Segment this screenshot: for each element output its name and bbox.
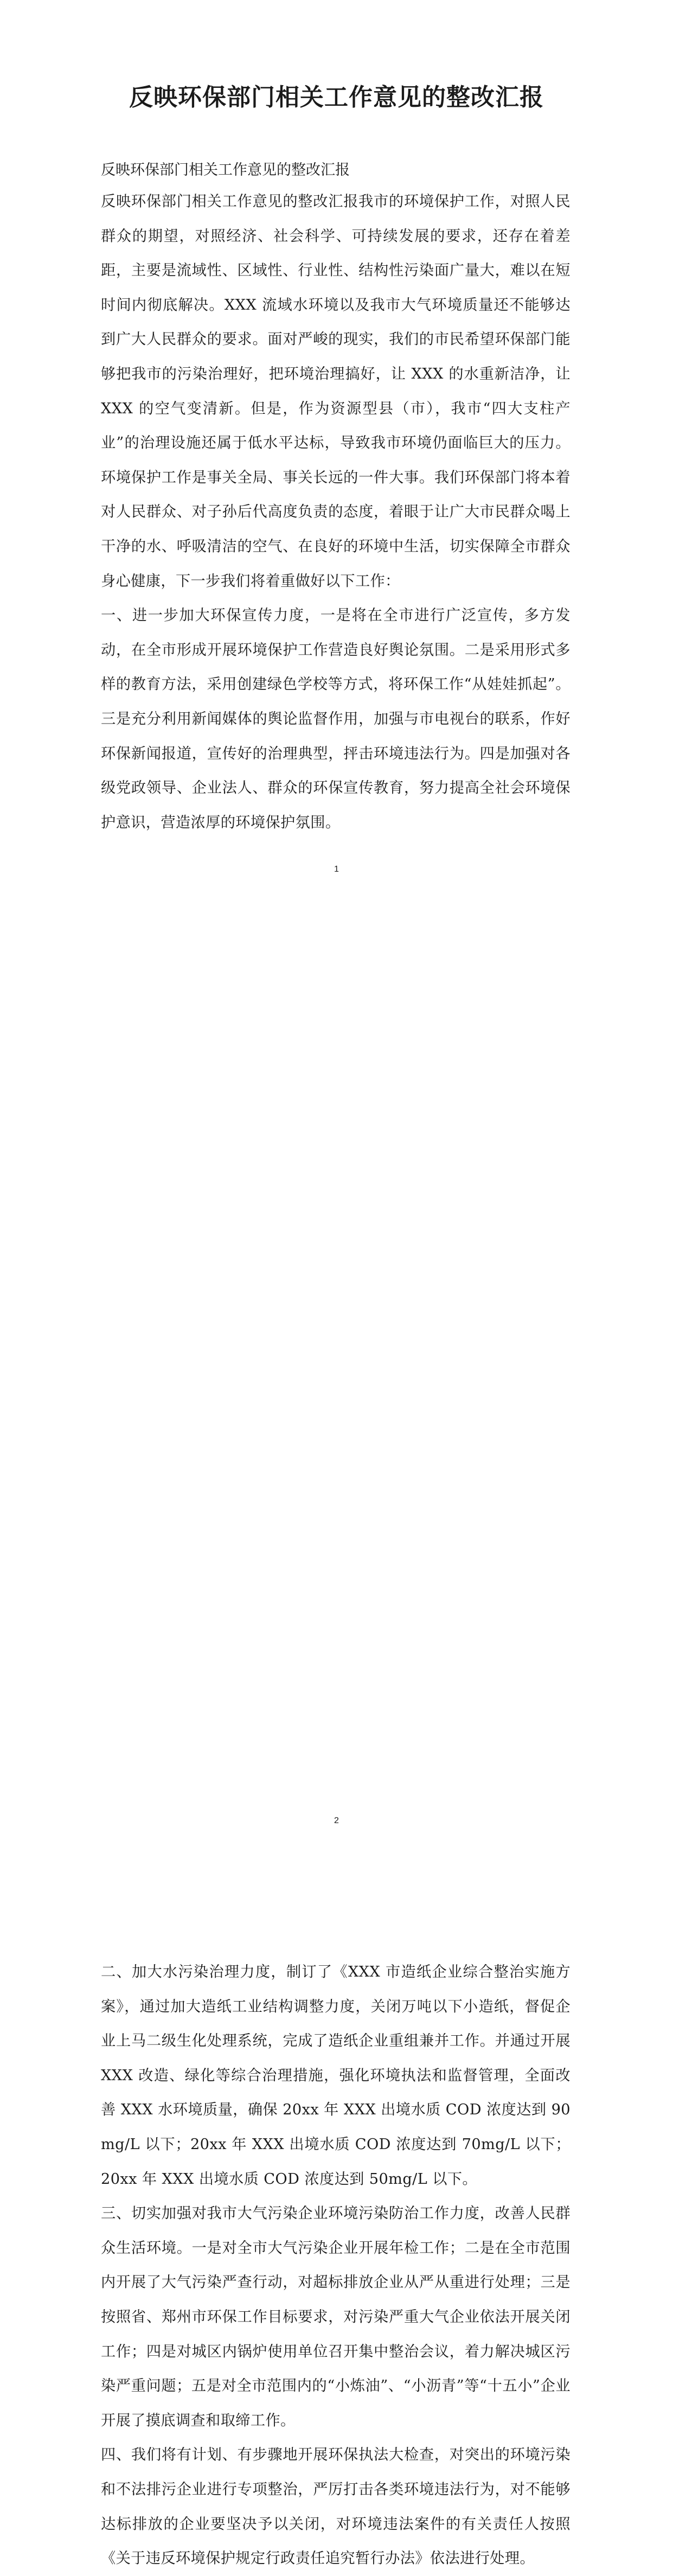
- section-four-paragraph: 四、我们将有计划、有步骤地开展环保执法大检查，对突出的环境污染和不法排污企业进行专项整治，严厉打击各类环境违法行为，对不能够达标排放的企业要坚决予以关闭，对环境违法案件的有关责任人按照《关于违反环境保护规定行政责任追究暂行办法》依法进行处理。: [101, 2446, 571, 2567]
- document-title: 反映环保部门相关工作意见的整改汇报: [129, 84, 544, 111]
- page-1-body: [101, 184, 571, 840]
- page-2-body: [101, 1955, 571, 2576]
- document-page-2: [0, 951, 673, 2567]
- section-one-paragraph: 一、进一步加大环保宣传力度，一是将在全市进行广泛宣传，多方发动，在全市形成开展环境保护工作营造良好舆论氛围。二是采用形式多样的教育方法，采用创建绿色学校等方式，将环保工作“从娃娃抓起”。三是充分利用新闻媒体的舆论监督作用，加强与市电视台的联系，作好环保新闻报道，宣传好的治理典型，抨击环境违法行为。四是加强对各级党政领导、企业法人、群众的环保宣传教育，努力提高全社会环境保护意识，营造浓厚的环境保护氛围。: [101, 607, 571, 831]
- page-number: 2: [334, 1816, 339, 1825]
- section-three-paragraph: 三、切实加强对我市大气污染企业环境污染防治工作力度，改善人民群众生活环境。一是对全市大气污染企业开展年检工作；二是在全市范围内开展了大气污染严查行动，对超标排放企业从严从重进行处理；三是按照省、郑州市环保工作目标要求，对污染严重大气企业依法开展关闭工作；四是对城区内锅炉使用单位召开集中整治会议，着力解决城区污染严重问题；五是对全市范围内的“小炼油”、“小沥青”等“十五小”企业开展了摸底调查和取缔工作。: [101, 2205, 571, 2429]
- intro-paragraph: 反映环保部门相关工作意见的整改汇报我市的环境保护工作，对照人民群众的期望，对照经济、社会科学、可持续发展的要求，还存在着差距，主要是流域性、区域性、行业性、结构性污染面广量大，难以在短时间内彻底解决。XXX 流域水环境以及我市大气环境质量还不能够达到广大人民群众的要求。面对严峻的现实，我们的市民希望环保部门能够把我市的污染治理好，把环境治理搞好，让 XXX 的水重新洁净，让 XXX 的空气变清新。但是，作为资源型县（市），我市“四大支柱产业”的治理设施还属于低水平达标，导致我市环境仍面临巨大的压力。环境保护工作是事关全局、事关长远的一件大事。我们环保部门将本着对人民群众、对子孙后代高度负责的态度，着眼于让广大市民群众喝上干净的水、呼吸清洁的空气、在良好的环境中生活，切实保障全市群众身心健康，下一步我们将着重做好以下工作：: [101, 193, 571, 590]
- document-page-1: [0, 0, 673, 951]
- document-subtitle: 反映环保部门相关工作意见的整改汇报: [101, 162, 350, 178]
- section-two-paragraph: 二、加大水污染治理力度，制订了《XXX 市造纸企业综合整治实施方案》，通过加大造纸工业结构调整力度，关闭万吨以下小造纸，督促企业上马二级生化处理系统，完成了造纸企业重组兼并工作。并通过开展 XXX 改造、绿化等综合治理措施，强化环境执法和监督管理，全面改善 XXX 水环境质量，确保 20xx 年 XXX 出境水质 COD 浓度达到 90mg/L 以下；20xx 年 XXX 出境水质 COD 浓度达到 70mg/L 以下；20xx 年 XXX 出境水质 COD 浓度达到 50mg/L 以下。: [101, 1964, 571, 2188]
- page-number: 1: [334, 865, 339, 874]
